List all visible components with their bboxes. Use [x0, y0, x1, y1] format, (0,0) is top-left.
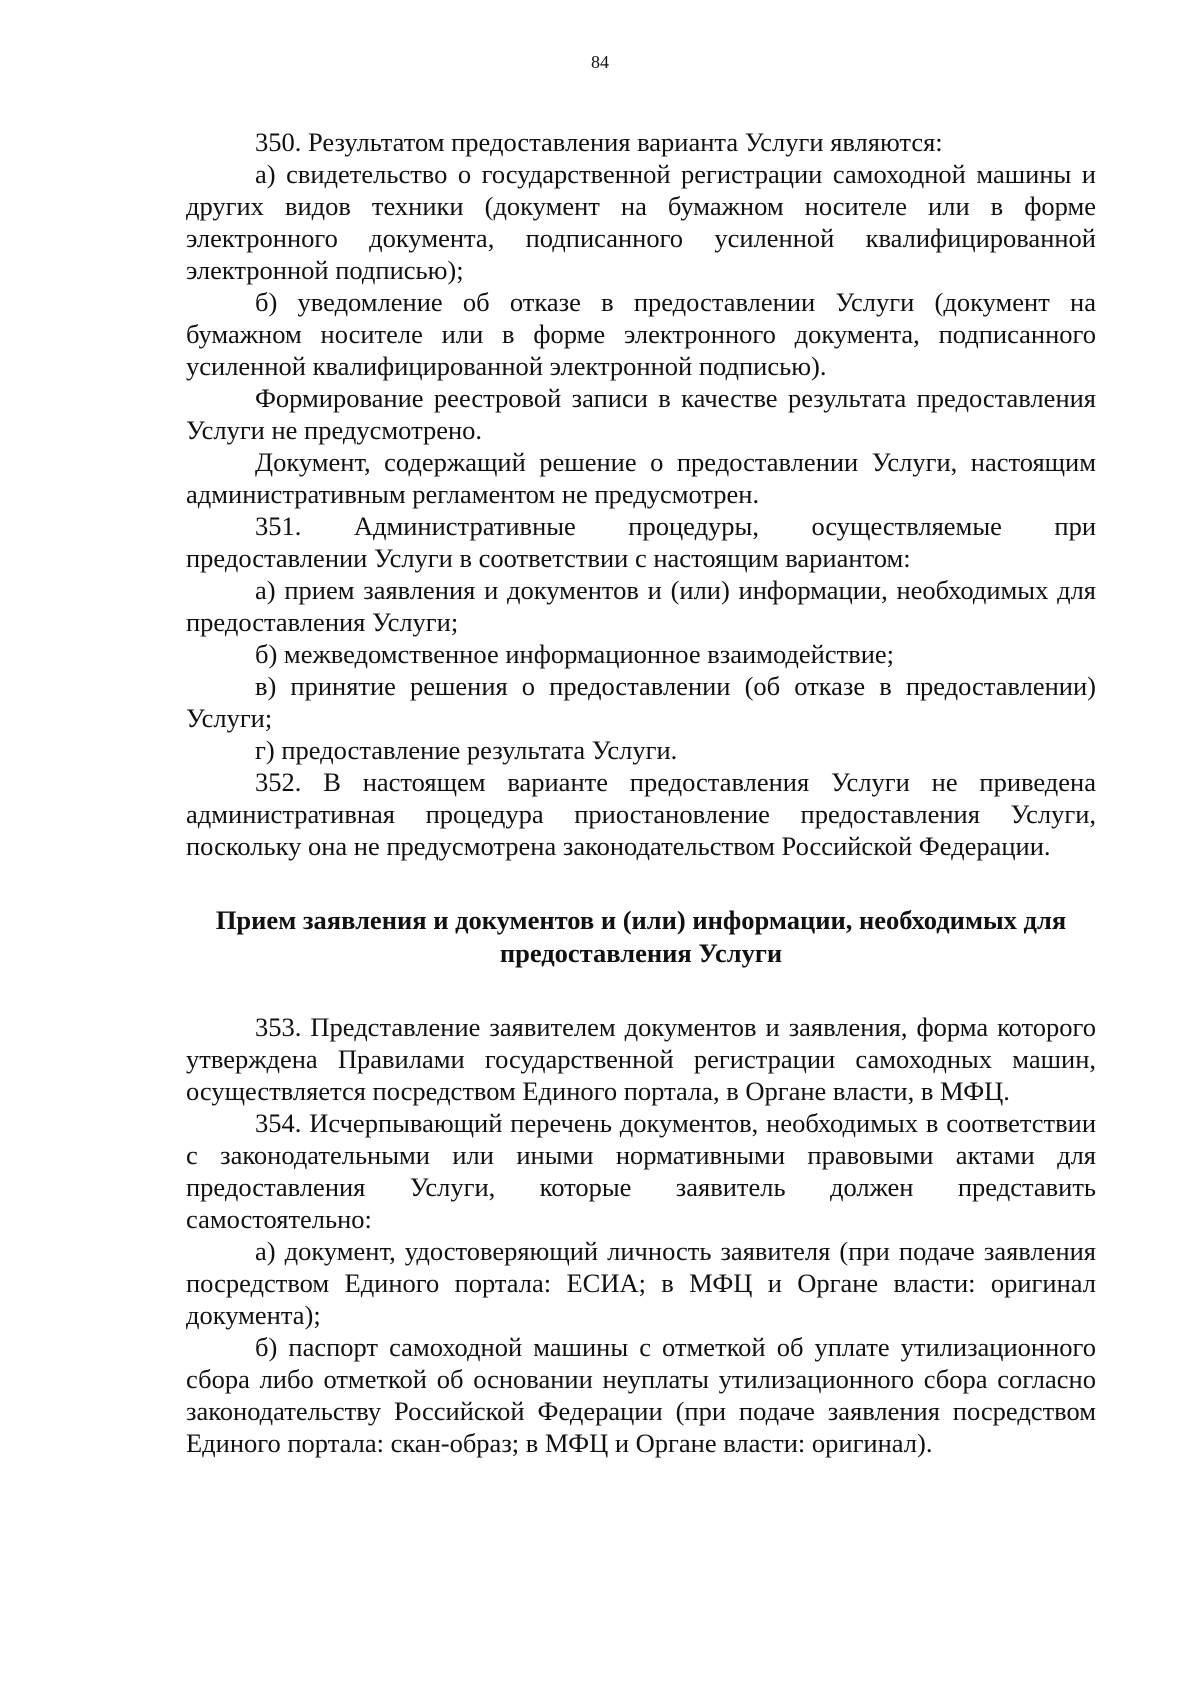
paragraph-351-a: а) прием заявления и документов и (или) информации, необходимых для предоставления Услуги;	[186, 575, 1096, 637]
paragraph-351-g: г) предоставление результата Услуги.	[255, 735, 678, 765]
paragraph-354: 354. Исчерпывающий перечень документов, необходимых в соответствии с законодательными или иными нормативными правовыми актами для предоставления Услуги, которые заявитель должен представить самостоятельно:	[186, 1108, 1096, 1234]
paragraph-350: 350. Результатом предоставления варианта Услуги являются:	[255, 127, 943, 157]
document-body	[186, 126, 1096, 1459]
paragraph-351-v: в) принятие решения о предоставлении (об отказе в предоставлении) Услуги;	[186, 671, 1096, 733]
paragraph-registry-record: Формирование реестровой записи в качестве результата предоставления Услуги не предусмотрено.	[186, 383, 1096, 445]
page-number: 84	[591, 52, 609, 72]
paragraph-352: 352. В настоящем варианте предоставления Услуги не приведена административная процедура приостановление предоставления Услуги, поскольку она не предусмотрена законодательством Российской Федерации.	[186, 767, 1096, 861]
paragraph-350-a: а) свидетельство о государственной регистрации самоходной машины и других видов техники (документ на бумажном носителе или в форме электронного документа, подписанного усиленной квалифицированной электронной подписью);	[186, 159, 1096, 285]
paragraph-353: 353. Представление заявителем документов и заявления, форма которого утверждена Правилами государственной регистрации самоходных машин, осуществляется посредством Единого портала, в Органе власти, в МФЦ.	[186, 1012, 1096, 1106]
section-heading: Прием заявления и документов и (или) информации, необходимых для предоставления Услуги	[215, 905, 1067, 968]
paragraph-351-b: б) межведомственное информационное взаимодействие;	[255, 639, 895, 669]
paragraph-decision-document: Документ, содержащий решение о предоставлении Услуги, настоящим административным регламентом не предусмотрен.	[186, 447, 1096, 509]
paragraph-354-a: а) документ, удостоверяющий личность заявителя (при подаче заявления посредством Единого портала: ЕСИА; в МФЦ и Органе власти: оригинал документа);	[186, 1236, 1096, 1330]
paragraph-354-b: б) паспорт самоходной машины с отметкой об уплате утилизационного сбора либо отметкой об основании неуплаты утилизационного сбора согласно законодательству Российской Федерации (при подаче заявления посредством Единого портала: скан-образ; в МФЦ и Органе власти: оригинал).	[186, 1332, 1096, 1458]
paragraph-351: 351. Административные процедуры, осуществляемые при предоставлении Услуги в соответствии с настоящим вариантом:	[186, 511, 1096, 573]
paragraph-350-b: б) уведомление об отказе в предоставлении Услуги (документ на бумажном носителе или в форме электронного документа, подписанного усиленной квалифицированной электронной подписью).	[186, 287, 1096, 381]
